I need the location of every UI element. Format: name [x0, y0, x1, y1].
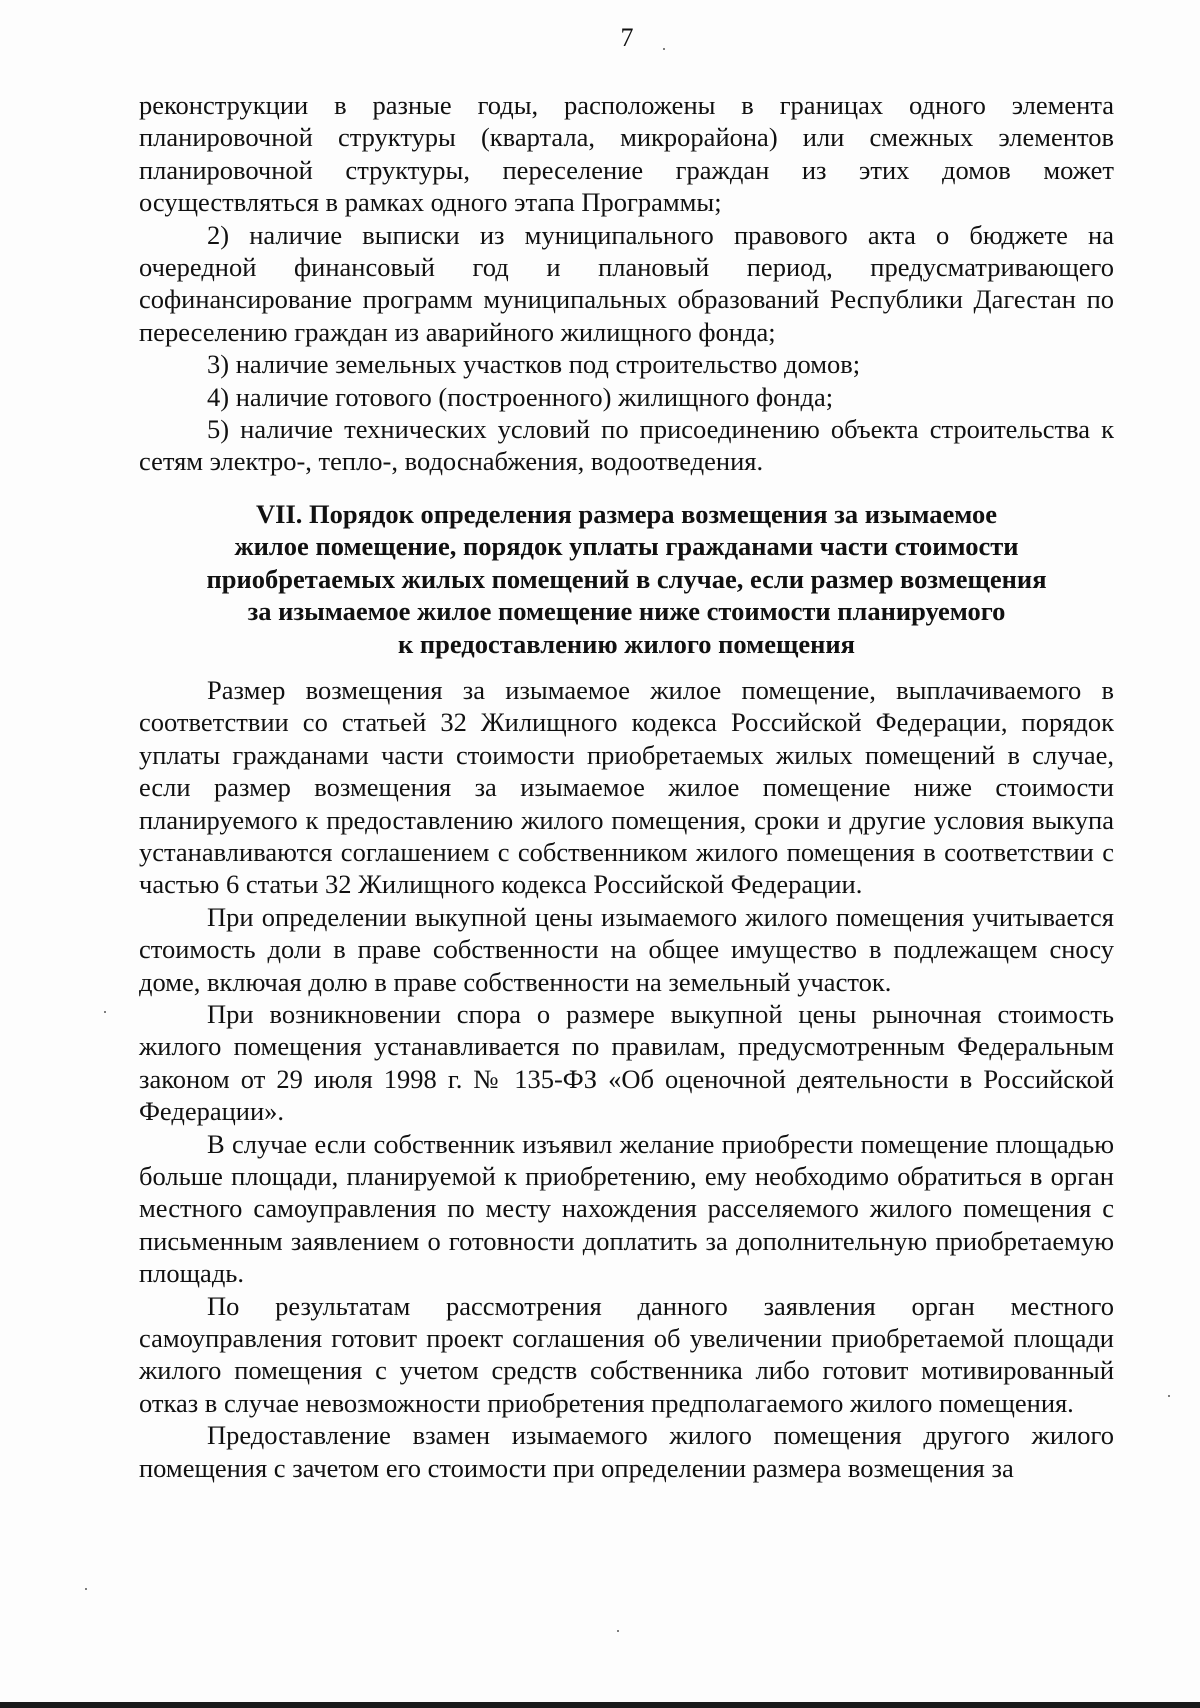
section-heading-line-1: VII. Порядок определения размера возмещения за изымаемое — [256, 498, 997, 529]
intro-paragraph-item-3: 3) наличие земельных участков под строительство домов; — [207, 349, 861, 380]
intro-paragraph-item-2: 2) наличие выписки из муниципального правового акта о бюджете на очередной финансовый год и плановый период, предусматривающего софинансирование программ муниципальных образований Республики Дагестан по переселению граждан из аварийного жилищного фонда; — [139, 219, 1114, 347]
body-paragraph-larger-area: В случае если собственник изъявил желание приобрести помещение площадью больше площади, планируемой к приобретению, ему необходимо обратиться в орган местного самоуправления по месту нахождения расселяемого жилого помещения с письменным заявлением о готовности доплатить за дополнительную приобретаемую площадь. — [139, 1128, 1114, 1289]
scan-speck — [663, 48, 665, 50]
section-heading-line-4: за изымаемое жилое помещение ниже стоимости планируемого — [247, 596, 1006, 627]
body-paragraph-replacement: Предоставление взамен изымаемого жилого помещения другого жилого помещения с зачетом его стоимости при определении размера возмещения за — [139, 1420, 1114, 1483]
scan-speck — [1168, 1395, 1170, 1397]
intro-paragraph-continuation: реконструкции в разные годы, расположены в границах одного элемента планировочной структуры (квартала, микрорайона) или смежных элементов планировочной структуры, переселение граждан из этих домов может осуществляться в рамках одного этапа Программы; — [139, 90, 1114, 218]
document-body — [139, 89, 1114, 1484]
scan-bottom-edge — [0, 1702, 1200, 1708]
section-heading-line-5: к предоставлению жилого помещения — [397, 628, 855, 659]
scan-speck — [85, 1588, 87, 1590]
section-heading — [139, 498, 1114, 660]
page-number: 7 — [620, 23, 634, 52]
section-heading-line-2: жилое помещение, порядок уплаты гражданами части стоимости — [234, 531, 1019, 562]
body-paragraph-compensation: Размер возмещения за изымаемое жилое помещение, выплачиваемого в соответствии со статьей 32 Жилищного кодекса Российской Федерации, порядок уплаты гражданами части стоимости приобретаемых жилых помещений в случае, если размер возмещения за изымаемое жилое помещение ниже стоимости планируемого к предоставлению жилого помещения, сроки и другие условия выкупа устанавливаются соглашением с собственником жилого помещения в соответствии с частью 6 статьи 32 Жилищного кодекса Российской Федерации. — [139, 674, 1114, 900]
scan-speck — [617, 1630, 619, 1632]
intro-paragraph-item-4: 4) наличие готового (построенного) жилищного фонда; — [207, 381, 834, 412]
body-paragraph-price-determination: При определении выкупной цены изымаемого жилого помещения учитывается стоимость доли в праве собственности на общее имущество в подлежащем сносу доме, включая долю в праве собственности на земельный участок. — [139, 901, 1114, 997]
body-paragraph-agreement: По результатам рассмотрения данного заявления орган местного самоуправления готовит проект соглашения об увеличении приобретаемой площади жилого помещения с учетом средств собственника либо готовит мотивированный отказ в случае невозможности приобретения предполагаемого жилого помещения. — [139, 1290, 1114, 1418]
intro-paragraph-item-5: 5) наличие технических условий по присоединению объекта строительства к сетям электро-, тепло-, водоснабжения, водоотведения. — [139, 414, 1114, 477]
section-heading-line-3: приобретаемых жилых помещений в случае, если размер возмещения — [206, 563, 1047, 594]
body-paragraph-dispute: При возникновении спора о размере выкупной цены рыночная стоимость жилого помещения устанавливается по правилам, предусмотренным Федеральным законом от 29 июля 1998 г. № 135-ФЗ «Об оценочной деятельности в Российской Федерации». — [139, 998, 1114, 1127]
scan-speck — [104, 1011, 106, 1013]
